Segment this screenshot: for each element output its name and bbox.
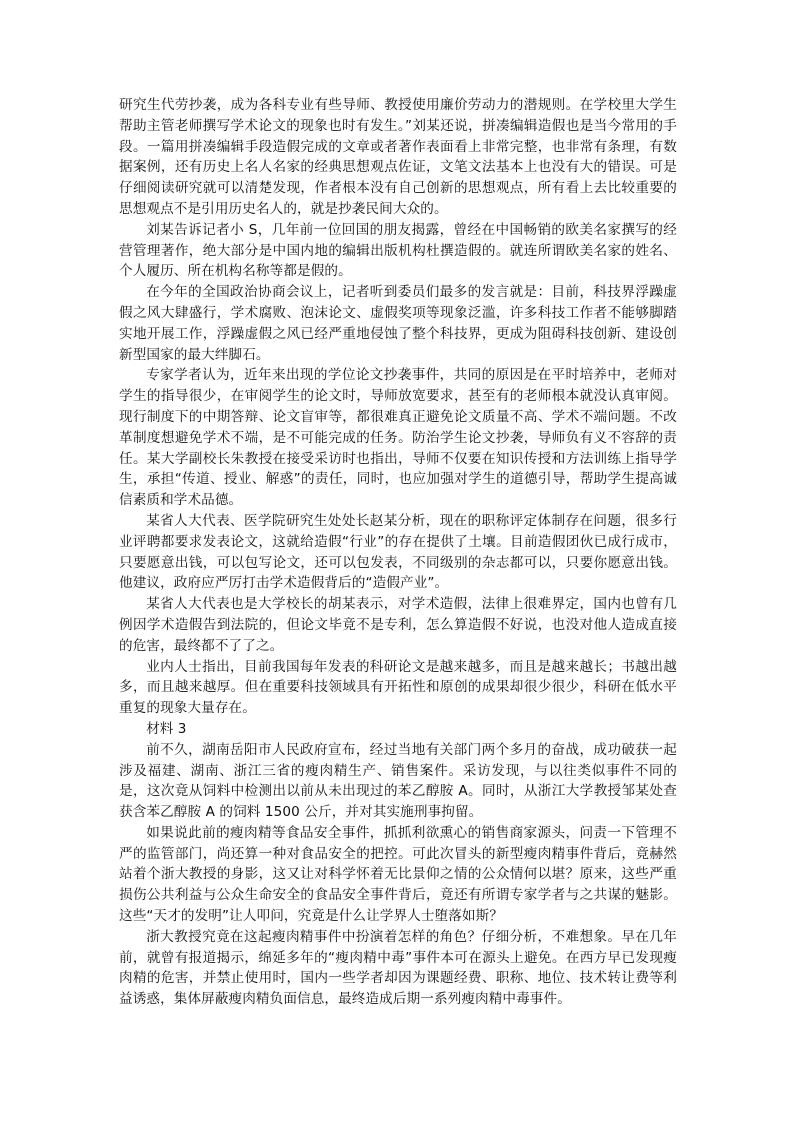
paragraph-1: 研究生代劳抄袭，成为各科专业有些导师、教授使用廉价劳动力的潜规则。在学校里大学生帮助主管老师撰写学术论文的现象也时有发生。”刘某还说，拼凑编辑造假也是当今常用的手段。一篇用拼凑编辑手段造假完成的文章或者著作表面看上非常完整，也非常有条理，有数据案例，还有历史上名人名家的经典思想观点佐证，文笔文法基本上也没有大的错误。可是仔细阅读研究就可以清楚发现，作者根本没有自己创新的思想观点，所有看上去比较重要的思想观点不是引用历史名人的，就是抄袭民间大众的。 bbox=[119, 97, 677, 217]
document-page bbox=[119, 95, 677, 1010]
section-heading: 材料 3 bbox=[146, 720, 187, 737]
paragraph-3: 在今年的全国政治协商会议上，记者听到委员们最多的发言就是：目前，科技界浮躁虚假之风大肆盛行，学术腐败、泡沫论文、虚假奖项等现象泛滥，许多科技工作者不能够脚踏实地开展工作，浮躁虚假之风已经严重地侵蚀了整个科技界，更成为阻碍科技创新、建设创新型国家的最大绊脚石。 bbox=[119, 284, 677, 363]
paragraph-7: 业内人士指出，目前我国每年发表的科研论文是越来越多，而且是越来越长；书越出越多，而且越来越厚。但在重要科技领域具有开拓性和原创的成果却很少很少，科研在低水平重复的现象大量存在。 bbox=[119, 658, 677, 717]
paragraph-4: 专家学者认为，近年来出现的学位论文抄袭事件，共同的原因是在平时培养中，老师对学生的指导很少，在审阅学生的论文时，导师放宽要求，甚至有的老师根本就没认真审阅。现行制度下的中期答辩、论文盲审等，都很难真正避免论文质量不高、学术不端问题。不改革制度想避免学术不端，是不可能完成的任务。防治学生论文抄袭，导师负有义不容辞的责任。某大学副校长朱教授在接受采访时也指出，导师不仅要在知识传授和方法训练上指导学生，承担“传道、授业、解惑”的责任，同时，也应加强对学生的道德引导，帮助学生提高诚信素质和学术品德。 bbox=[119, 367, 677, 509]
paragraph-10: 浙大教授究竟在这起瘦肉精事件中扮演着怎样的角色？仔细分析，不难想象。早在几年前，就曾有报道揭示，绵延多年的“瘦肉精中毒”事件本可在源头上避免。在西方早已发现瘦肉精的危害，并禁止使用时，国内一些学者却因为课题经费、职称、地位、技术转让费等利益诱惑，集体屏蔽瘦肉精负面信息，最终造成后期一系列瘦肉精中毒事件。 bbox=[119, 928, 677, 1008]
paragraph-9: 如果说此前的瘦肉精等食品安全事件，抓抓利欲熏心的销售商家源头，问责一下管理不严的监管部门，尚还算一种对食品安全的把控。可此次冒头的新型瘦肉精事件背后，竟赫然站着个浙大教授的身影，这又让对科学怀着无比景仰之情的公众情何以堪？原来，这些严重损伤公共利益与公众生命安全的食品安全事件背后，竟还有所谓专家学者与之共谋的魅影。这些“天才的发明”让人叩问，究竟是什么让学界人士堕落如斯？ bbox=[119, 824, 677, 925]
paragraph-5: 某省人大代表、医学院研究生处处长赵某分析，现在的职称评定体制存在问题，很多行业评聘都要求发表论文，这就给造假“行业”的存在提供了土壤。目前造假团伙已成行成市，只要愿意出钱，可以包写论文，还可以包发表，不同级别的杂志都可以，只要你愿意出钱。他建议，政府应严厉打击学术造假背后的“造假产业”。 bbox=[119, 512, 677, 592]
paragraph-6: 某省人大代表也是大学校长的胡某表示，对学术造假，法律上很难界定，国内也曾有几例因学术造假告到法院的，但论文毕竟不是专利，怎么算造假不好说，也没对他人造成直接的危害，最终都不了了之。 bbox=[119, 596, 677, 654]
paragraph-2: 刘某告诉记者小 S，几年前一位回国的朋友揭露，曾经在中国畅销的欧美名家撰写的经营管理著作，绝大部分是中国内地的编辑出版机构杜撰造假的。就连所谓欧美名家的姓名、个人履历、所在机构名称等都是假的。 bbox=[119, 221, 677, 280]
paragraph-8: 前不久，湖南岳阳市人民政府宣布，经过当地有关部门两个多月的奋战，成功破获一起涉及福建、湖南、浙江三省的瘦肉精生产、销售案件。采访发现，与以往类似事件不同的是，这次竟从饲料中检测出以前从未出现过的苯乙醇胺 A。同时，从浙江大学教授邹某处查获含苯乙醇胺 A 的饲料 1500 公斤，并对其实施刑事拘留。 bbox=[119, 741, 677, 821]
